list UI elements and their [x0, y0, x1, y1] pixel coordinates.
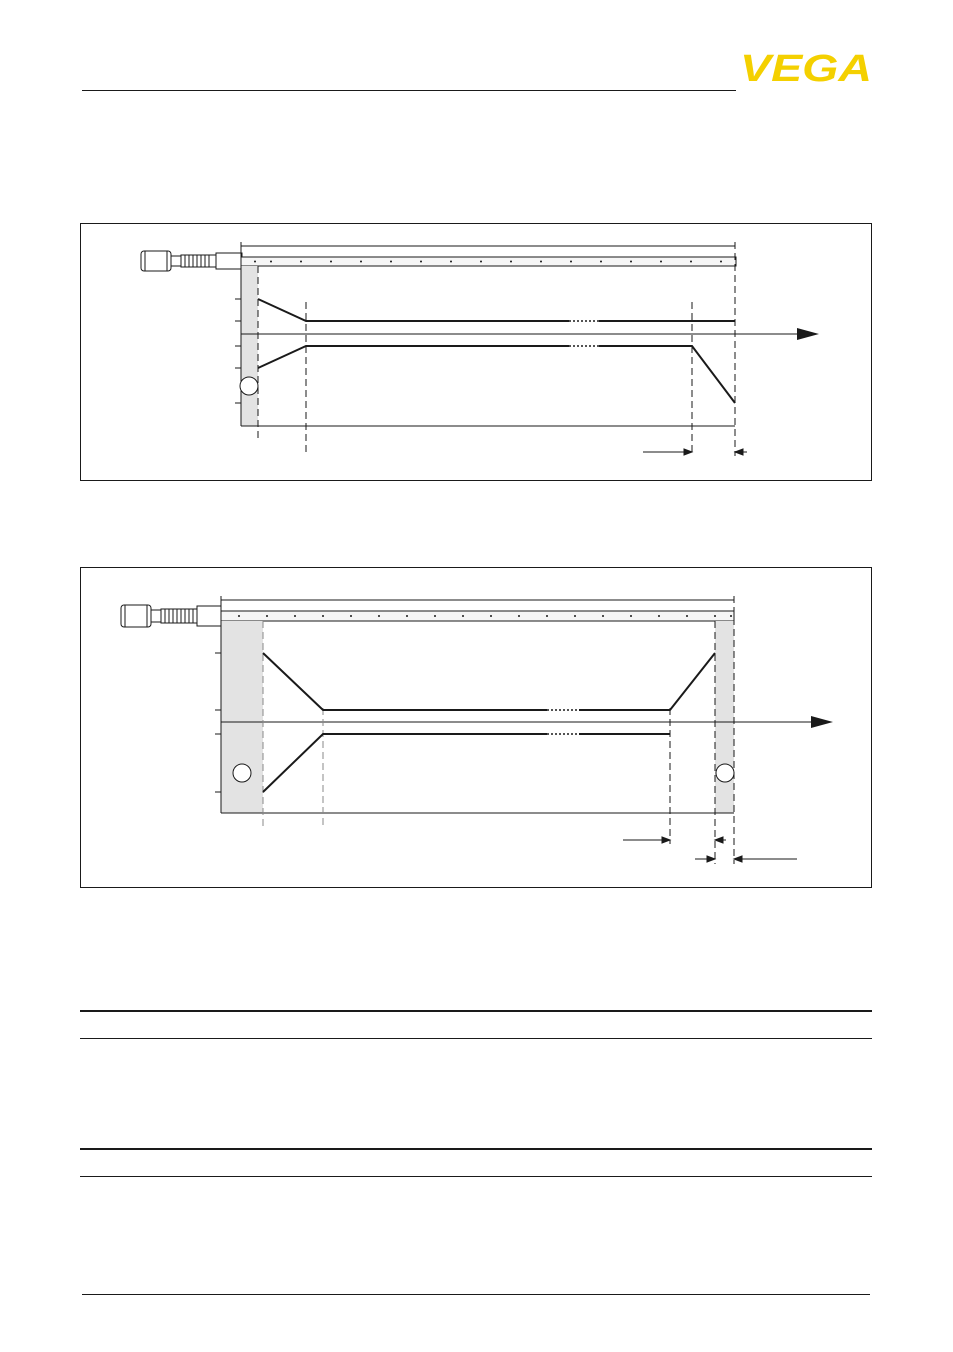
table-1-top-rule	[80, 1010, 872, 1012]
zone-boundaries	[258, 242, 735, 456]
dead-zone-shade-top	[221, 621, 263, 813]
sensor-head-icon	[141, 251, 249, 271]
footer-rule	[82, 1294, 870, 1295]
svg-text:VEGA: VEGA	[740, 50, 872, 84]
probe-rod	[241, 257, 736, 266]
probe-rod-2	[221, 611, 734, 621]
sensor-head-icon-2	[121, 605, 230, 627]
figure-2-frame	[80, 567, 872, 888]
figure-2-diagram	[81, 568, 871, 887]
zone-boundaries-2	[263, 596, 734, 864]
end-dimension-2	[623, 837, 797, 862]
figure-1-frame	[80, 223, 872, 481]
dead-zone-shade	[241, 266, 258, 426]
circle-marker-1	[240, 377, 258, 395]
figure-1-diagram	[81, 224, 871, 480]
dead-zone-shade-bottom	[715, 621, 734, 813]
header-rule	[82, 90, 736, 91]
x-axis-arrow	[241, 328, 819, 340]
table-1-bottom-rule	[80, 1038, 872, 1039]
x-axis-arrow-2	[221, 716, 833, 728]
table-2-top-rule	[80, 1148, 872, 1150]
accuracy-envelope	[258, 299, 735, 403]
circle-marker-2	[716, 764, 734, 782]
end-dimension	[643, 449, 747, 455]
table-2-bottom-rule	[80, 1176, 872, 1177]
y-axis-2	[215, 621, 734, 813]
circle-marker-1	[233, 764, 251, 782]
vega-logo	[740, 50, 872, 84]
